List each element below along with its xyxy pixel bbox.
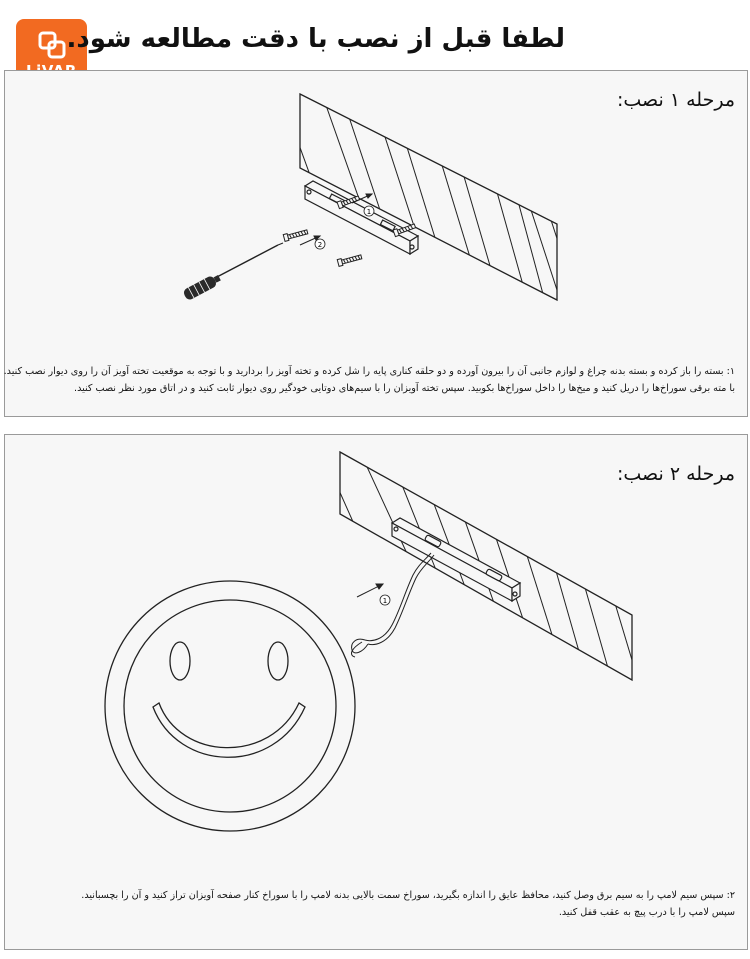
step-2-desc-line-1: ۲: سپس سیم لامپ را به سیم برق وصل کنید، محافظ عایق را اندازه بگیرید، سوراخ سمت بالایی بدنه لامپ را با سوراخ کنار صفحه آویزان تراز کنید و آن را بچسبانید. xyxy=(81,890,735,901)
step-1-desc-line-2: با مته برقی سوراخ‌ها را دریل کنید و میخ‌ها را داخل سوراخ‌ها بکوبید. سپس تخته آویزان را با سیم‌های دوتایی خودگیر روی دیوار ثابت کنید و در اتاق مورد نظر نصب کنید. xyxy=(74,383,735,394)
step-2-title: مرحله ۲ نصب: xyxy=(616,463,735,485)
left-eye xyxy=(170,642,190,680)
svg-text:1: 1 xyxy=(382,597,388,605)
callout-1 xyxy=(364,206,374,216)
direction-arrow-2 xyxy=(357,584,383,597)
step-1-desc-line-1: ۱: بسته را باز کرده و بسته بدنه چراغ و لوازم جانبی آن را بیرون آورده و دو حلقه کناری پایه را شل کرده و تخته آویز را بردارید و با توجه به موقعیت تخته آویز آن را روی دیوار نصب کنید. xyxy=(3,366,735,377)
right-eye xyxy=(268,642,288,680)
svg-text:1: 1 xyxy=(366,208,372,216)
smiley-lamp xyxy=(105,581,355,831)
callout-1-step-2 xyxy=(380,595,390,605)
power-wire xyxy=(351,553,434,657)
step-2-desc-line-2: سپس لامپ را با درب پیچ به عقب قفل کنید. xyxy=(558,907,735,918)
callout-2 xyxy=(315,239,325,249)
step-1-title: مرحله ۱ نصب: xyxy=(616,89,735,111)
page-title: لطفا قبل از نصب با دقت مطالعه شود. xyxy=(66,24,565,54)
svg-text:2: 2 xyxy=(317,241,323,249)
screwdriver-icon xyxy=(182,243,283,301)
smile-mouth xyxy=(153,703,305,757)
